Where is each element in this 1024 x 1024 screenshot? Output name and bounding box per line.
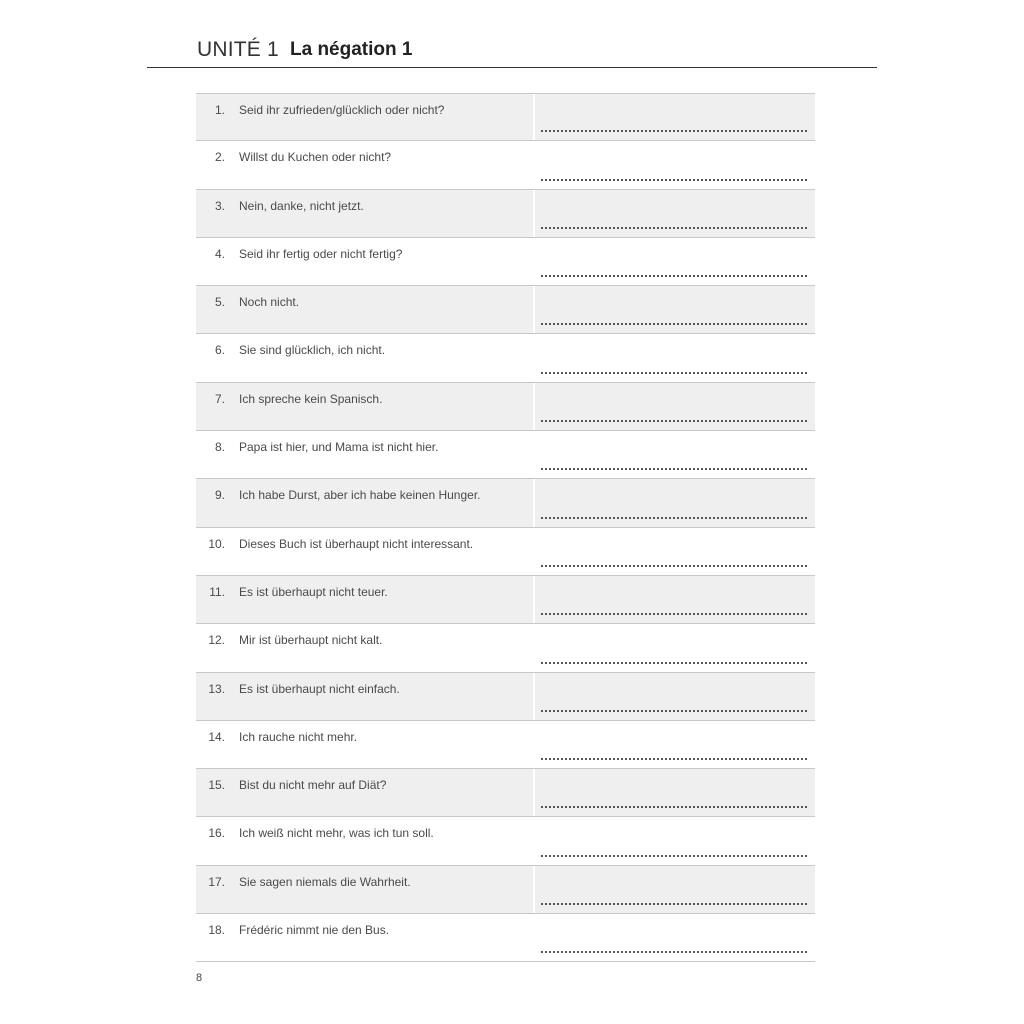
answer-dotted-line <box>541 420 807 422</box>
answer-dotted-line <box>541 372 807 374</box>
item-number: 12. <box>208 633 225 648</box>
item-number: 11. <box>209 584 225 599</box>
question-cell <box>196 190 533 237</box>
page-header <box>147 38 877 68</box>
exercise-row <box>196 576 815 624</box>
item-number: 6. <box>214 343 225 358</box>
exercise-row <box>196 190 815 238</box>
item-number: 16. <box>208 826 225 841</box>
answer-dotted-line <box>541 613 807 615</box>
page-number: 8 <box>196 972 203 984</box>
exercise-table <box>196 93 815 962</box>
item-number: 9. <box>214 488 225 503</box>
item-sentence: Ich rauche nicht mehr. <box>239 729 358 744</box>
item-sentence: Ich habe Durst, aber ich habe keinen Hunger. <box>239 488 481 503</box>
item-sentence: Ich weiß nicht mehr, was ich tun soll. <box>239 826 434 841</box>
question-cell <box>196 238 533 285</box>
exercise-row <box>196 141 815 189</box>
exercise-row <box>196 383 815 431</box>
question-cell <box>196 866 533 913</box>
item-number: 18. <box>208 923 225 938</box>
answer-cell[interactable] <box>535 286 815 333</box>
answer-cell[interactable] <box>535 528 815 575</box>
answer-dotted-line <box>541 855 807 857</box>
question-cell <box>196 528 533 575</box>
item-number: 15. <box>208 778 225 793</box>
answer-dotted-line <box>541 275 807 277</box>
answer-cell[interactable] <box>535 673 815 720</box>
item-sentence: Sie sind glücklich, ich nicht. <box>239 343 386 358</box>
exercise-row <box>196 238 815 286</box>
answer-dotted-line <box>541 806 807 808</box>
answer-dotted-line <box>541 227 807 229</box>
item-sentence: Frédéric nimmt nie den Bus. <box>239 923 390 938</box>
answer-cell[interactable] <box>535 190 815 237</box>
item-sentence: Noch nicht. <box>239 295 300 310</box>
item-number: 13. <box>208 681 225 696</box>
item-number: 3. <box>214 198 225 213</box>
exercise-row <box>196 673 815 721</box>
answer-dotted-line <box>541 130 807 132</box>
item-sentence: Seid ihr fertig oder nicht fertig? <box>239 246 403 261</box>
question-cell <box>196 817 533 864</box>
question-cell <box>196 914 533 961</box>
item-sentence: Ich spreche kein Spanisch. <box>239 391 383 406</box>
question-cell <box>196 141 533 188</box>
item-sentence: Seid ihr zufrieden/glücklich oder nicht? <box>239 103 445 117</box>
answer-cell[interactable] <box>535 431 815 478</box>
answer-cell[interactable] <box>535 238 815 285</box>
exercise-row <box>196 721 815 769</box>
question-cell <box>196 334 533 381</box>
item-number: 8. <box>214 440 225 455</box>
question-cell <box>196 721 533 768</box>
exercise-row <box>196 528 815 576</box>
item-sentence: Mir ist überhaupt nicht kalt. <box>239 633 383 648</box>
exercise-row <box>196 334 815 382</box>
unit-label: UNITÉ 1 <box>197 38 279 61</box>
item-number: 4. <box>214 246 225 261</box>
answer-cell[interactable] <box>535 576 815 623</box>
exercise-row <box>196 914 815 962</box>
answer-dotted-line <box>541 758 807 760</box>
item-sentence: Dieses Buch ist überhaupt nicht interessant. <box>239 536 474 551</box>
question-cell <box>196 624 533 671</box>
exercise-row <box>196 286 815 334</box>
lesson-title: La négation 1 <box>290 39 413 60</box>
item-number: 14. <box>208 729 225 744</box>
answer-dotted-line <box>541 710 807 712</box>
question-cell <box>196 383 533 430</box>
item-sentence: Sie sagen niemals die Wahrheit. <box>239 874 411 889</box>
exercise-row <box>196 624 815 672</box>
answer-dotted-line <box>541 662 807 664</box>
item-sentence: Nein, danke, nicht jetzt. <box>239 198 364 213</box>
exercise-row <box>196 479 815 527</box>
item-sentence: Es ist überhaupt nicht teuer. <box>239 584 388 599</box>
item-sentence: Es ist überhaupt nicht einfach. <box>239 681 400 696</box>
item-number: 17. <box>208 874 225 889</box>
answer-cell[interactable] <box>535 914 815 961</box>
item-sentence: Papa ist hier, und Mama ist nicht hier. <box>239 440 439 455</box>
answer-dotted-line <box>541 951 807 953</box>
answer-cell[interactable] <box>535 721 815 768</box>
answer-dotted-line <box>541 903 807 905</box>
answer-dotted-line <box>541 517 807 519</box>
question-cell <box>196 431 533 478</box>
item-number: 2. <box>214 150 225 165</box>
question-cell <box>196 479 533 526</box>
exercise-row <box>196 817 815 865</box>
answer-dotted-line <box>541 323 807 325</box>
item-sentence: Willst du Kuchen oder nicht? <box>239 150 392 165</box>
question-cell <box>196 769 533 816</box>
exercise-row <box>196 431 815 479</box>
answer-cell[interactable] <box>535 817 815 864</box>
item-number: 7. <box>214 391 225 406</box>
exercise-row <box>196 866 815 914</box>
answer-cell[interactable] <box>535 866 815 913</box>
answer-dotted-line <box>541 565 807 567</box>
answer-dotted-line <box>541 468 807 470</box>
answer-cell[interactable] <box>535 141 815 188</box>
question-cell <box>196 576 533 623</box>
answer-cell[interactable] <box>535 94 815 140</box>
question-cell <box>196 94 533 140</box>
answer-cell[interactable] <box>535 334 815 381</box>
exercise-row <box>196 769 815 817</box>
answer-cell[interactable] <box>535 383 815 430</box>
item-sentence: Bist du nicht mehr auf Diät? <box>239 778 387 793</box>
item-number: 5. <box>214 295 225 310</box>
item-number: 1. <box>214 103 225 117</box>
answer-cell[interactable] <box>535 479 815 526</box>
question-cell <box>196 286 533 333</box>
question-cell <box>196 673 533 720</box>
answer-dotted-line <box>541 179 807 181</box>
answer-cell[interactable] <box>535 769 815 816</box>
item-number: 10. <box>208 536 225 551</box>
answer-cell[interactable] <box>535 624 815 671</box>
exercise-row <box>196 93 815 141</box>
